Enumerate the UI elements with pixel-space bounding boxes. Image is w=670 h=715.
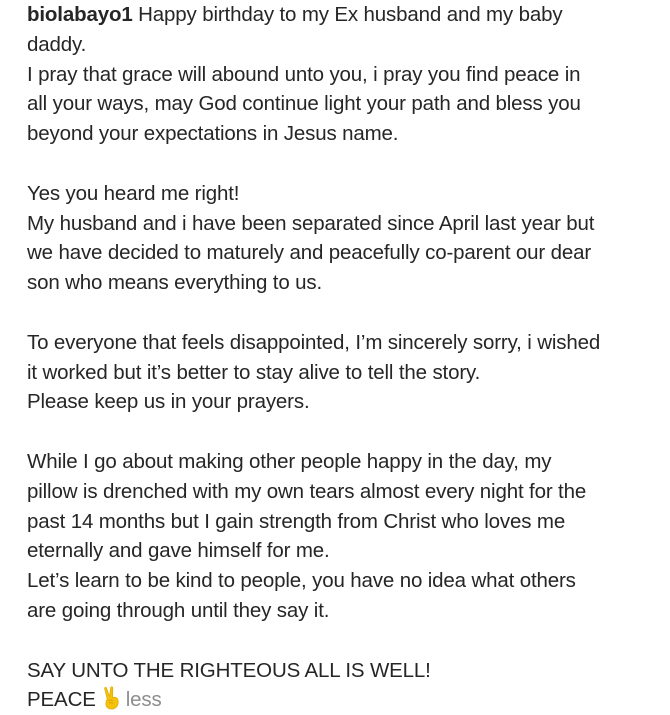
caption-line: SAY UNTO THE RIGHTEOUS ALL IS WELL! [27, 658, 431, 682]
caption-text: PEACE [27, 688, 96, 712]
caption-paragraph-1 [27, 0, 642, 149]
less-link[interactable]: less [125, 688, 162, 712]
caption-paragraph-5 [27, 656, 642, 715]
caption-line: While I go about making other people happy in the day, my [27, 449, 552, 473]
caption-line: daddy. [27, 32, 87, 56]
caption-line: Yes you heard me right! [27, 181, 240, 205]
caption-line: beyond your expectations in Jesus name. [27, 122, 399, 146]
caption-line: eternally and gave himself for me. [27, 539, 330, 563]
caption-line: My husband and i have been separated since April last year but [27, 211, 595, 235]
caption-line: son who means everything to us. [27, 271, 323, 295]
caption-paragraph-3 [27, 328, 642, 417]
caption-paragraph-2 [27, 179, 642, 298]
caption-paragraph-4 [27, 447, 642, 626]
caption-line: Please keep us in your prayers. [27, 390, 310, 414]
username-link[interactable]: biolabayo1 [27, 3, 133, 26]
caption-line: are going through until they say it. [27, 598, 330, 622]
caption-line [27, 685, 642, 715]
caption-line: past 14 months but I gain strength from Christ who loves me [27, 509, 566, 533]
caption-line: I pray that grace will abound unto you, i pray you find peace in [27, 62, 581, 86]
victory-hand-icon [100, 686, 122, 710]
caption-text: Happy birthday to my Ex husband and my baby [138, 3, 563, 26]
caption-line: all your ways, may God continue light your path and bless you [27, 92, 581, 116]
caption-line: it worked but it’s better to stay alive to tell the story. [27, 360, 481, 384]
caption-line [27, 0, 642, 30]
caption-line: Let’s learn to be kind to people, you have no idea what others [27, 569, 576, 593]
caption-line: To everyone that feels disappointed, I’m sincerely sorry, i wished [27, 330, 601, 354]
caption-line: pillow is drenched with my own tears almost every night for the [27, 479, 587, 503]
caption-line: we have decided to maturely and peacefully co-parent our dear [27, 241, 592, 265]
